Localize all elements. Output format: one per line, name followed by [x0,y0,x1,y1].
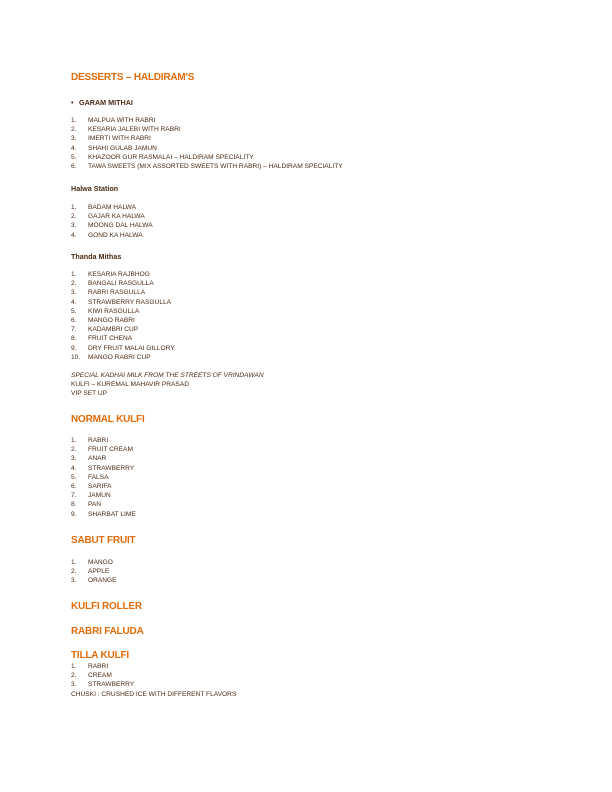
list-item-label: RABRI RASGULLA [88,289,146,297]
list-item-label: MANGO [88,559,113,566]
list-item-label: KADAMBRI CUP [88,326,139,334]
list-item-label: SHARBAT LIME [88,510,136,518]
vip-set-up-note: VIP SET UP [71,390,108,397]
list-item-number: 9. [71,510,77,518]
list-item-number: 4. [71,298,77,306]
list-item-label: FALSA [88,473,109,481]
list-item-number: 1. [71,559,77,566]
list-item-label: GAJAR KA HALWA [88,213,145,221]
list-item-label: STRAWBERRY [88,464,135,472]
list-item-number: 6. [71,316,77,324]
list-item-label: JAMUN [88,492,111,500]
list-item-label: MOONG DAL HALWA [88,222,153,230]
list-item-label: FRUIT CREAM [88,446,133,454]
list-item-number: 3. [71,455,77,463]
list-item-number: 3. [71,135,77,143]
list-item-label: STRAWBERRY [88,681,135,689]
list-item-number: 4. [71,464,77,472]
garam-mithai-heading [71,98,133,107]
list-item-label: CREAM [88,672,112,680]
list-item-number: 1. [71,117,77,124]
list-item-label: ANAR [88,455,107,463]
list-item-label: GOND KA HALWA [88,231,143,239]
list-item-number: 1. [71,437,77,444]
list-item-number: 8. [71,335,77,343]
list-item-number: 2. [71,446,77,454]
list-item-label: RABRI [88,437,109,444]
thanda-mithas-heading: Thanda Mithas [71,252,122,261]
list-item-number: 6. [71,162,77,170]
list-item-number: 3. [71,222,77,230]
list-item-number: 8. [71,501,77,509]
list-item-label: BANGALI RASGULLA [88,280,154,288]
list-item-number: 5. [71,473,77,481]
list-item-number: 3. [71,289,77,297]
list-item-number: 2. [71,568,77,576]
list-item-number: 2. [71,672,77,680]
page-title: DESSERTS – HALDIRAM'S [71,72,195,83]
list-item-label: KIWI RASGULLA [88,307,140,315]
list-item-number: 3. [71,577,77,585]
list-item-number: 5. [71,307,77,315]
list-item-label: RABRI [88,663,109,670]
list-item-label: ORANGE [88,577,117,585]
list-item-number: 4. [71,144,77,152]
list-item-label: SARIFA [88,482,112,490]
sabut-fruit-heading: SABUT FRUIT [71,535,136,546]
list-item-number: 2. [71,126,77,134]
list-item-number: 9. [71,344,77,352]
special-kadhai-milk-note: SPECIAL KADHAI MILK FROM THE STREETS OF VRINDAWAN [71,372,264,379]
list-item-number: 1. [71,271,77,278]
list-item-label: MALPUA WITH RABRI [88,117,156,124]
list-item-label: BADAM HALWA [88,204,136,211]
list-item-label: TAWA SWEETS (MIX ASSORTED SWEETS WITH RABRI) – HALDIRAM SPECIALITY [88,162,343,170]
list-item-number: 7. [71,492,77,500]
list-item-label: SHAHI GULAB JAMUN [88,144,157,152]
list-item-label: MANGO RABRI [88,316,135,324]
list-item-number: 1. [71,204,77,211]
list-item-number: 10. [71,353,81,361]
chuski-note: CHUSKI : CRUSHED ICE WITH DIFFERENT FLAVORS [71,691,237,698]
list-item-number: 5. [71,153,77,161]
list-item-number: 2. [71,280,77,288]
list-item-number: 7. [71,326,77,334]
list-item-label: MANGO RABRI CUP [88,353,151,361]
bullet-icon: • [71,98,74,107]
list-item-label: IMERTI WITH RABRI [88,135,151,143]
list-item-label: KESARIA JALEBI WITH RABRI [88,126,181,134]
list-item-label: PAN [88,501,102,509]
rabri-faluda-heading: RABRI FALUDA [71,626,144,637]
list-item-number: 2. [71,213,77,221]
list-item-label: STRAWBERRY RASGULLA [88,298,172,306]
list-item-label: DRY FRUIT MALAI GILLORY [88,344,175,352]
list-item-number: 3. [71,681,77,689]
list-item-number: 1. [71,663,77,670]
list-item-label: KHAZOOR GUR RASMALAI – HALDIRAM SPECIALITY [88,153,254,161]
garam-mithai-heading-text: GARAM MITHAI [79,98,133,107]
kulfi-kuremal-note: KULFI – KUREMAL MAHAVIR PRASAD [71,381,189,388]
tilla-kulfi-heading: TILLA KULFI [71,650,129,661]
kulfi-roller-heading: KULFI ROLLER [71,601,142,612]
list-item-label: FRUIT CHENA [88,335,133,343]
list-item-number: 6. [71,482,77,490]
normal-kulfi-heading: NORMAL KULFI [71,414,145,425]
list-item-number: 4. [71,231,77,239]
halwa-station-heading: Halwa Station [71,184,119,193]
list-item-label: KESARIA RAJBHOG [88,271,150,278]
list-item-label: APPLE [88,568,110,576]
